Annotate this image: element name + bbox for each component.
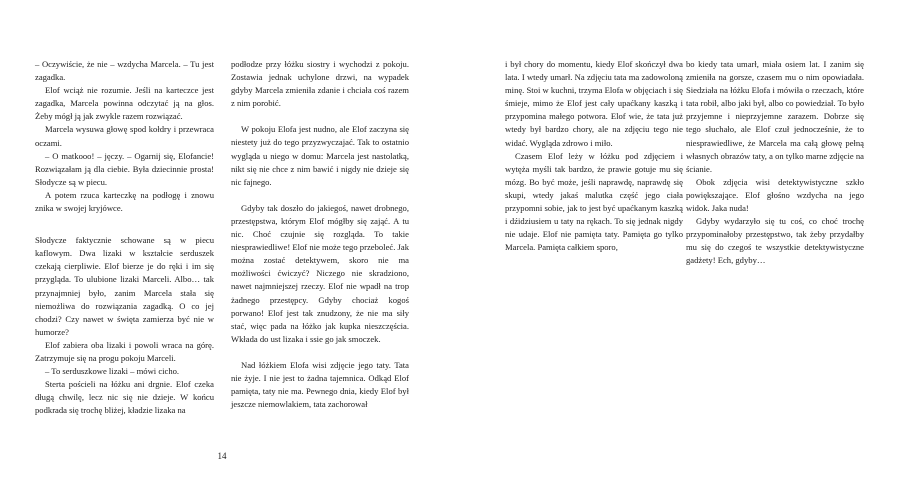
paragraph: Sterta pościeli na łóżku ani drgnie. Elof czeka długą chwilę, lecz nic się nie dzieje. W końcu podkrada się trochę bliżej, kładzie lizaka na [35,379,214,416]
paragraph: Nad łóżkiem Elofa wisi zdjęcie jego taty. Tata nie żyje. I nie jest to żadna tajemnica. Odkąd Elof pamięta, taty nie ma. Pewnego dnia, kiedy Elof był jeszcze niemowlakiem, tata zachorował [231,359,409,410]
paragraph: Gdyby tak doszło do jakiegoś, nawet drobnego, przestępstwa, którym Elof mógłby się zająć. A tu nic. Choć czujnie się rozgląda. To takie niesprawiedliwe! Elof nie może tego przeboleć. Jak można zostać detektywem, skoro nie ma możliwości ćwiczyć? Niczego nie skradziono, nawet najmniejszej rzeczy. Elof nie wpadł na trop żadnego przestępcy. Gdyby chociaż kogoś porwano! Elof jest tak znudzony, że nie ma siły stać, więc pada na łóżko jak kupka nieszczęścia. Wkłada do ust lizaka i ssie go jak smoczek. [231,202,409,344]
left-page-column-1 [35,58,214,417]
paragraph: Marcela wysuwa głowę spod kołdry i przewraca oczami. [35,124,214,148]
paragraph: – Oczywiście, że nie – wzdycha Marcela. – Tu jest zagadka. [35,59,214,83]
paragraph: – To serduszkowe lizaki – mówi cicho. [45,366,180,377]
left-page-column-2 [231,58,409,411]
paragraph: Obok zdjęcia wisi detektywistyczne szkło powiększające. Elof głośno wzdycha na jego widok. Jaka nuda! [686,176,864,214]
paragraph: Elof wciąż nie rozumie. Jeśli na karteczce jest zagadka, Marcela powinna odczytać ją na głos. Żeby mógł ją jak zwykle razem rozwiązać. [35,85,214,122]
paragraph: bo kiedy tata umarł, miała osiem lat. I zanim się zmieniła na gorsze, czasem mu o nim opowiadała. Siedziała na łóżku Elofa i mówiła o rzeczach, które tata robił, albo jaki był, albo co powiedział. To było przyjemne i nieprzyjemne zarazem. Dobrze się tego słuchało, ale Elof czuł jednocześnie, że to niesprawiedliwe, że Marcela ma całą głowę pełną własnych obrazów taty, a on tylko marne zdjęcie na ścianie. [686,59,864,174]
paragraph: Gdyby wydarzyło się tu coś, co choć trochę przypominałoby przestępstwo, tak żeby przydałby mu się do czegoś te wszystkie detektywistyczne gadżety! Ech, gdyby… [686,216,864,266]
paragraph: – O matkooo! – jęczy. – Ogarnij się, Elofancie! Rozwiązałam ją dla ciebie. Była dziecinnie prosta! Słodycze są w piecu. [35,150,214,187]
paragraph: A potem rzuca karteczkę na podłogę i znowu znika w swojej kryjówce. [35,189,214,214]
paragraph: podłodze przy łóżku siostry i wychodzi z pokoju. Zostawia jednak uchylone drzwi, na wypadek gdyby Marcela zmieniła zdanie i chciała coś razem z nim porobić. [231,59,409,109]
right-page [450,0,900,487]
paragraph: i był chory do momentu, kiedy Elof skończył dwa lata. I wtedy umarł. Na zdjęciu tata ma zadowoloną minę. Stoi w kuchni, trzyma Elofa w objęciach i się śmieje, mimo że Elof jest cały upaćkany kaszką i przypomina małego potwora. Elof wie, że tata już wtedy był bardzo chory, ale na zdjęciu tego nie widać. Wygląda zdrowo i miło. [505,59,683,148]
page-number: 14 [217,451,227,461]
paragraph: Czasem Elof leży w łóżku pod zdjęciem i wytęża myśli tak bardzo, że prawie gotuje mu się mózg. Bo być może, jeśli naprawdę, naprawdę się skupi, wtedy jakaś malutka część jego ciała przypomni sobie, jak to jest być upaćkanym kaszką i dźidziusiem u taty na rękach. To się jednak nigdy nie udaje. Elof nie pamięta taty. Pamięta go tylko Marcela. Pamięta całkiem sporo, [505,150,683,253]
paragraph: Słodycze faktycznie schowane są w piecu kaflowym. Dwa lizaki w kształcie serduszek czekają cierpliwie. Elof bierze je do ręki i im się przygląda. To ulubione lizaki Marceli. Albo… tak przynajmniej było, zanim Marcela stała się niemożliwa do rozwiązania zagadką. O co jej chodzi? Czy nawet w święta zamierza być nie w humorze? [35,235,214,337]
right-page-column-2 [686,58,864,268]
right-page-column-1 [505,58,683,254]
paragraph: W pokoju Elofa jest nudno, ale Elof zaczyna się niestety już do tego przyzwyczajać. Tak to ostatnio wygląda u niego w domu: Marcela jest nastolatką, nikt się nie chce z nim bawić i nigdy nie dzieje się nic fajnego. [231,124,409,187]
paragraph: Elof zabiera oba lizaki i powoli wraca na górę. Zatrzymuje się na progu pokoju Marceli. [35,339,214,363]
